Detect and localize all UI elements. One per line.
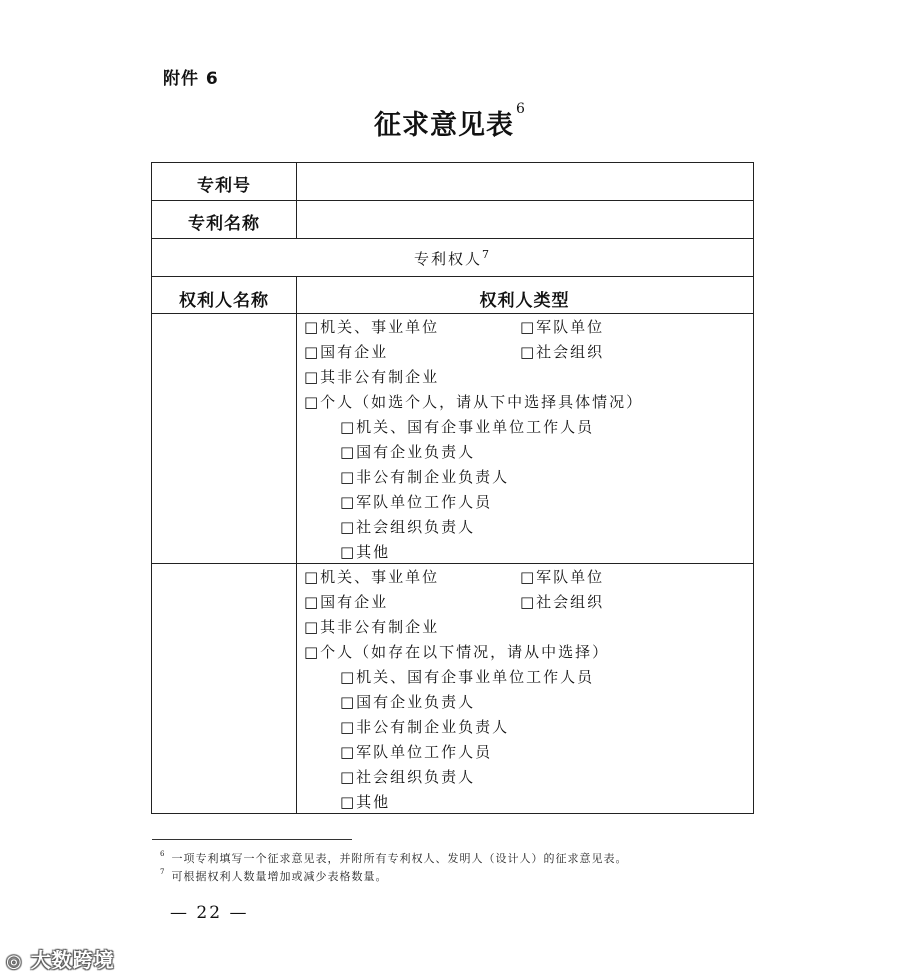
table-rule bbox=[152, 238, 753, 239]
footnote-mark: 6 bbox=[160, 850, 166, 858]
checkbox-individual[interactable]: □个人（如选个人，请从下中选择具体情况） bbox=[304, 393, 644, 411]
checkbox-sub-option[interactable]: □机关、国有企事业单位工作人员 bbox=[340, 668, 595, 686]
title-footnote-mark: 6 bbox=[516, 101, 526, 117]
checkbox-sub-option[interactable]: □社会组织负责人 bbox=[340, 768, 476, 786]
form-title-text: 征求意见表 bbox=[374, 110, 515, 141]
table-column-rule bbox=[296, 276, 297, 813]
watermark bbox=[6, 944, 115, 973]
column-header-name: 权利人名称 bbox=[179, 291, 269, 311]
checkbox-sub-option[interactable]: □国有企业负责人 bbox=[340, 443, 476, 461]
checkbox-sub-option[interactable]: □非公有制企业负责人 bbox=[340, 468, 510, 486]
footnote-divider bbox=[152, 839, 352, 840]
patent-name-field[interactable] bbox=[298, 202, 753, 238]
column-header-type: 权利人类型 bbox=[479, 291, 570, 311]
patentee-name-field-1[interactable] bbox=[152, 315, 295, 562]
patent-number-label: 专利号 bbox=[197, 176, 251, 196]
table-rule bbox=[152, 563, 753, 564]
patent-name-label: 专利名称 bbox=[188, 214, 260, 234]
footnote-text: 一项专利填写一个征求意见表，并附所有专利权人、发明人（设计人）的征求意见表。 bbox=[171, 852, 628, 865]
checkbox-sub-option[interactable]: □国有企业负责人 bbox=[340, 693, 476, 711]
footnote-mark: 7 bbox=[160, 868, 166, 876]
checkbox-agency[interactable]: □机关、事业单位 bbox=[304, 318, 440, 336]
checkbox-sub-option[interactable]: □社会组织负责人 bbox=[340, 518, 476, 536]
footnote bbox=[160, 850, 627, 866]
table-rule bbox=[152, 276, 753, 277]
page-number: — 22 — bbox=[170, 903, 249, 923]
attachment-label: 附件 6 bbox=[163, 69, 219, 89]
checkbox-state-enterprise[interactable]: □国有企业 bbox=[304, 593, 389, 611]
footnote-text: 可根据权利人数量增加或减少表格数量。 bbox=[171, 870, 388, 883]
opinion-form-table bbox=[151, 162, 754, 814]
checkbox-sub-option[interactable]: □其他 bbox=[340, 793, 391, 811]
patentee-footnote-mark: 7 bbox=[482, 248, 491, 261]
checkbox-sub-option[interactable]: □其他 bbox=[340, 543, 391, 561]
checkbox-social-org[interactable]: □社会组织 bbox=[520, 343, 605, 361]
table-rule bbox=[152, 200, 753, 201]
watermark-logo-icon: ◎ bbox=[6, 951, 23, 972]
footnote bbox=[160, 868, 387, 884]
checkbox-sub-option[interactable]: □军队单位工作人员 bbox=[340, 493, 493, 511]
checkbox-sub-option[interactable]: □军队单位工作人员 bbox=[340, 743, 493, 761]
checkbox-sub-option[interactable]: □机关、国有企事业单位工作人员 bbox=[340, 418, 595, 436]
patentee-name-field-2[interactable] bbox=[152, 565, 295, 813]
patentee-section-header bbox=[152, 248, 753, 269]
checkbox-social-org[interactable]: □社会组织 bbox=[520, 593, 605, 611]
checkbox-agency[interactable]: □机关、事业单位 bbox=[304, 568, 440, 586]
checkbox-private-enterprise[interactable]: □其非公有制企业 bbox=[304, 618, 440, 636]
checkbox-military[interactable]: □军队单位 bbox=[520, 568, 605, 586]
checkbox-private-enterprise[interactable]: □其非公有制企业 bbox=[304, 368, 440, 386]
checkbox-individual[interactable]: □个人（如存在以下情况，请从中选择） bbox=[304, 643, 610, 661]
patentee-section-text: 专利权人 bbox=[413, 250, 482, 268]
form-title bbox=[0, 103, 900, 142]
watermark-text: 大数跨境 bbox=[30, 948, 115, 972]
patent-number-field[interactable] bbox=[298, 163, 753, 200]
checkbox-military[interactable]: □军队单位 bbox=[520, 318, 605, 336]
checkbox-sub-option[interactable]: □非公有制企业负责人 bbox=[340, 718, 510, 736]
table-rule bbox=[152, 313, 753, 314]
table-column-rule bbox=[296, 163, 297, 238]
checkbox-state-enterprise[interactable]: □国有企业 bbox=[304, 343, 389, 361]
